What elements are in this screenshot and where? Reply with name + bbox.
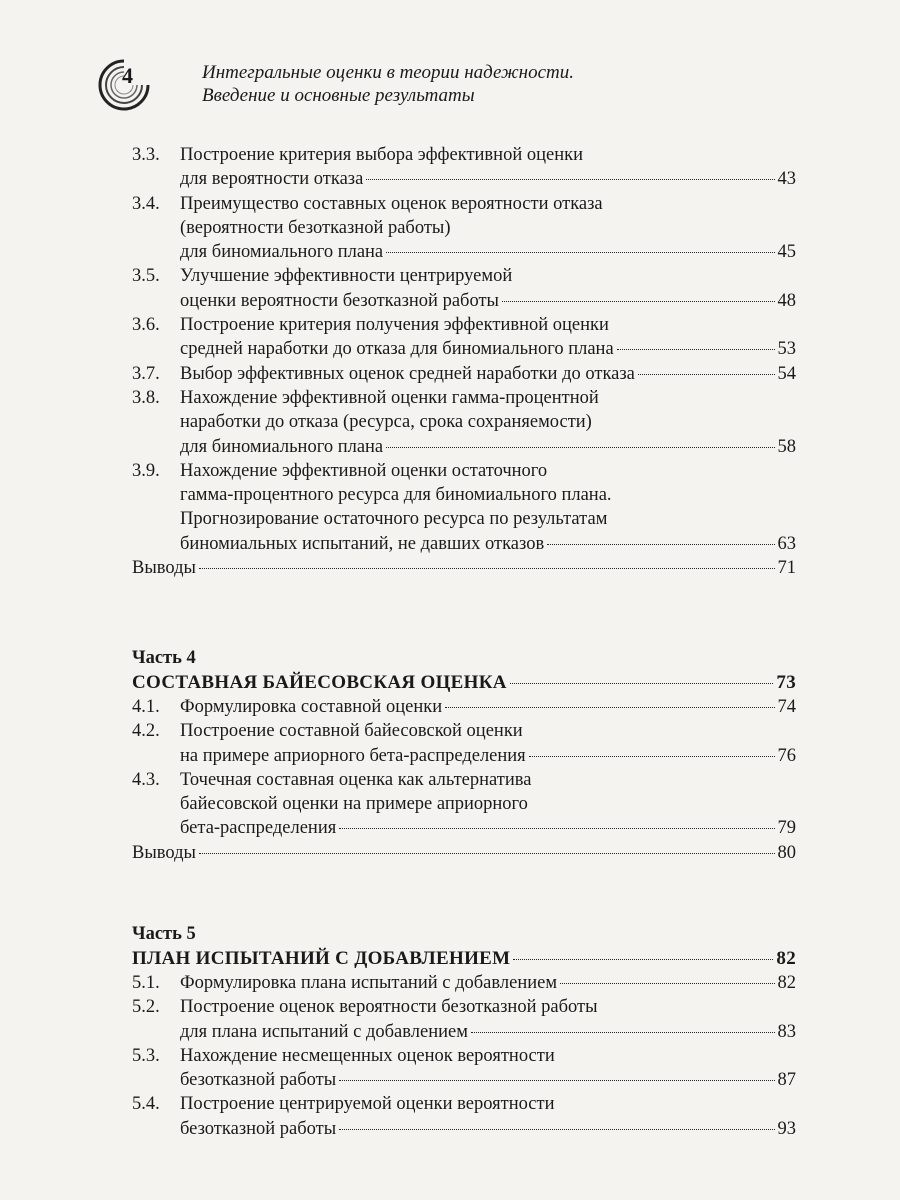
toc-entry-number: 4.2. [132,721,160,742]
toc-entry-number: 5.4. [132,1094,160,1115]
toc-entry-number: 4.1. [132,697,160,717]
dot-leader [445,707,774,708]
dot-leader [339,1080,774,1081]
toc-entry-line: Формулировка плана испытаний с добавлением [180,973,558,993]
toc-entry-page: 93 [777,1118,796,1139]
toc-entry-last-line [180,532,796,556]
toc-entry-number: 5.3. [132,1045,160,1066]
toc-entry-page: 53 [777,339,796,360]
toc-entry-number: 3.3. [132,145,160,165]
toc-entry-last-line [180,1020,796,1044]
toc-entry-lines [180,1092,796,1141]
toc-entry-lines [180,695,796,719]
toc-entry-last-line [132,556,796,580]
toc-entry-line: для биномиального плана [180,242,384,263]
toc-entry-line: Выбор эффективных оценок средней наработки до отказа [180,363,635,384]
toc-entry [132,556,796,580]
toc-entry-number: 3.6. [132,315,160,336]
toc-entry-lines [180,192,796,265]
toc-entry-line: байесовской оценки на примере априорного [180,794,528,815]
part-title [132,670,796,695]
toc-entry [132,459,796,556]
toc-entry-line: Построение критерия выбора эффективной оценки [180,145,583,165]
toc-entry-line: биномиальных испытаний, не давших отказов [180,533,545,554]
toc-entry [132,264,796,313]
toc-part-4 [132,646,796,865]
toc-entry-line: бета-распределения [180,818,337,839]
toc-entry-last-line [180,240,796,264]
toc-entry-number: 5.2. [132,997,160,1018]
running-title-line1: Интегральные оценки в теории надежности. [202,62,574,83]
toc-entry-page: 79 [777,818,796,839]
toc-entry-lines [180,313,796,362]
toc-entry-last-line [180,337,796,361]
page-header [94,55,854,125]
toc-entry-line: Нахождение эффективной оценки остаточного [180,460,548,481]
toc-entry-page: 63 [777,533,796,554]
dot-leader [547,544,774,545]
toc-entry-number: 3.9. [132,460,160,481]
toc-entry-page: 76 [777,745,796,766]
part-label: Часть 4 [132,648,196,668]
toc-entry [132,719,796,768]
dot-leader [638,374,775,375]
toc-entry-number: 3.4. [132,193,160,214]
toc-entry-number: 3.7. [132,363,160,384]
toc-entry-line: Точечная составная оценка как альтернатива [180,769,532,790]
toc-entry-line: безотказной работы [180,1070,337,1091]
toc-entry-page: 43 [777,169,796,190]
toc-entry-last-line [180,744,796,768]
toc-entry-line: Улучшение эффективности центрируемой [180,266,513,287]
toc-entry-line: гамма-процентного ресурса для биномиального плана. [180,485,612,506]
toc-entry-page: 48 [777,290,796,311]
part-title-page: 82 [776,948,796,969]
toc-entry-last-line [180,1068,796,1092]
toc-entry-number: 5.1. [132,973,160,993]
toc-entry-line: Построение центрируемой оценки вероятности [180,1094,555,1115]
dot-leader [339,828,774,829]
dot-leader [386,252,774,253]
toc-entry-line: для плана испытаний с добавлением [180,1021,468,1042]
toc-entry [132,1044,796,1093]
part-title-text: ПЛАН ИСПЫТАНИЙ С ДОБАВЛЕНИЕМ [132,948,511,969]
toc-entry-last-line [180,971,796,995]
dot-leader [502,301,775,302]
toc-entry-lines [180,1044,796,1093]
toc-entry-page: 87 [777,1070,796,1091]
toc-entry-last-line [180,435,796,459]
toc-entry-line: Построение критерия получения эффективной оценки [180,315,609,336]
toc-entry [132,995,796,1044]
toc-entry-line: оценки вероятности безотказной работы [180,290,499,311]
toc-entry-line: Нахождение эффективной оценки гамма-процентной [180,387,599,408]
toc-entry-lines [180,995,796,1044]
toc-entry-line: для биномиального плана [180,436,384,457]
toc-entry [132,971,796,995]
toc-entry-lines [180,362,796,386]
toc-entry-last-line [180,695,796,719]
dot-leader [560,983,774,984]
toc-entry-line: наработки до отказа (ресурса, срока сохраняемости) [180,412,592,433]
toc-entry-number: 4.3. [132,769,160,790]
toc-entry [132,313,796,362]
toc-entry [132,768,796,841]
toc-entry-line: на примере априорного бета-распределения [180,745,526,766]
toc-entry-line: Прогнозирование остаточного ресурса по результатам [180,509,608,530]
toc-entry-last-line [132,841,796,865]
part-label: Часть 5 [132,924,196,944]
toc-entry-line: безотказной работы [180,1118,337,1139]
dot-leader [366,179,774,180]
toc-entry-line: Выводы [132,558,196,579]
toc-entry-last-line [180,362,796,386]
toc-entry-line: Построение составной байесовской оценки [180,721,523,742]
toc-entry-lines [180,971,796,995]
toc-entry [132,695,796,719]
toc-entry-line: Формулировка составной оценки [180,697,443,717]
toc-entry-lines [180,264,796,313]
part-title [132,946,796,971]
toc-entry [132,362,796,386]
toc-entry-page: 74 [777,697,796,717]
toc-entry-page: 58 [777,436,796,457]
toc-entry-last-line [180,289,796,313]
dot-leader [513,959,773,960]
toc-entry-line: Построение оценок вероятности безотказной работы [180,997,598,1018]
toc-entry [132,192,796,265]
toc-entry-lines [132,841,796,865]
toc-entry-line: Выводы [132,842,196,863]
toc-entry-last-line [180,816,796,840]
toc-entry-line: средней наработки до отказа для биномиального плана [180,339,614,360]
part-title-text: СОСТАВНАЯ БАЙЕСОВСКАЯ ОЦЕНКА [132,672,507,693]
toc-entry-number: 3.5. [132,266,160,287]
dot-leader [199,568,775,569]
toc-entry-lines [180,719,796,768]
toc-entry-last-line [180,1117,796,1141]
dot-leader [339,1129,774,1130]
toc-entry-page: 45 [777,242,796,263]
toc-entry-page: 82 [777,973,796,993]
dot-leader [199,853,775,854]
dot-leader [471,1032,775,1033]
toc-entry-page: 80 [777,842,796,863]
toc-entry [132,386,796,459]
dot-leader [510,683,774,684]
toc-entry-line: для вероятности отказа [180,169,364,190]
toc-entry-lines [180,459,796,556]
running-title-line2: Введение и основные результаты [202,85,475,106]
toc-entry-line: Нахождение несмещенных оценок вероятности [180,1045,555,1066]
toc-entry [132,1092,796,1141]
dot-leader [386,447,774,448]
part-title-page: 73 [776,672,796,693]
toc-part-5 [132,922,796,1141]
toc-entry-last-line [180,167,796,191]
dot-leader [617,349,775,350]
toc-entry-number: 3.8. [132,387,160,408]
toc-entry-page: 71 [777,558,796,579]
page-number: 4 [122,63,133,88]
toc-entry-page: 54 [777,363,796,384]
toc-entry-lines [132,556,796,580]
toc-entry [132,143,796,192]
toc-entry-line: (вероятности безотказной работы) [180,217,451,238]
toc-entry-lines [180,386,796,459]
toc-entry-line: Преимущество составных оценок вероятности отказа [180,193,603,214]
toc-entry-page: 83 [777,1021,796,1042]
toc-entry-lines [180,143,796,192]
toc-entry [132,841,796,865]
toc-section-3 [132,143,796,580]
dot-leader [529,756,775,757]
running-title [202,61,574,107]
toc-entry-lines [180,768,796,841]
